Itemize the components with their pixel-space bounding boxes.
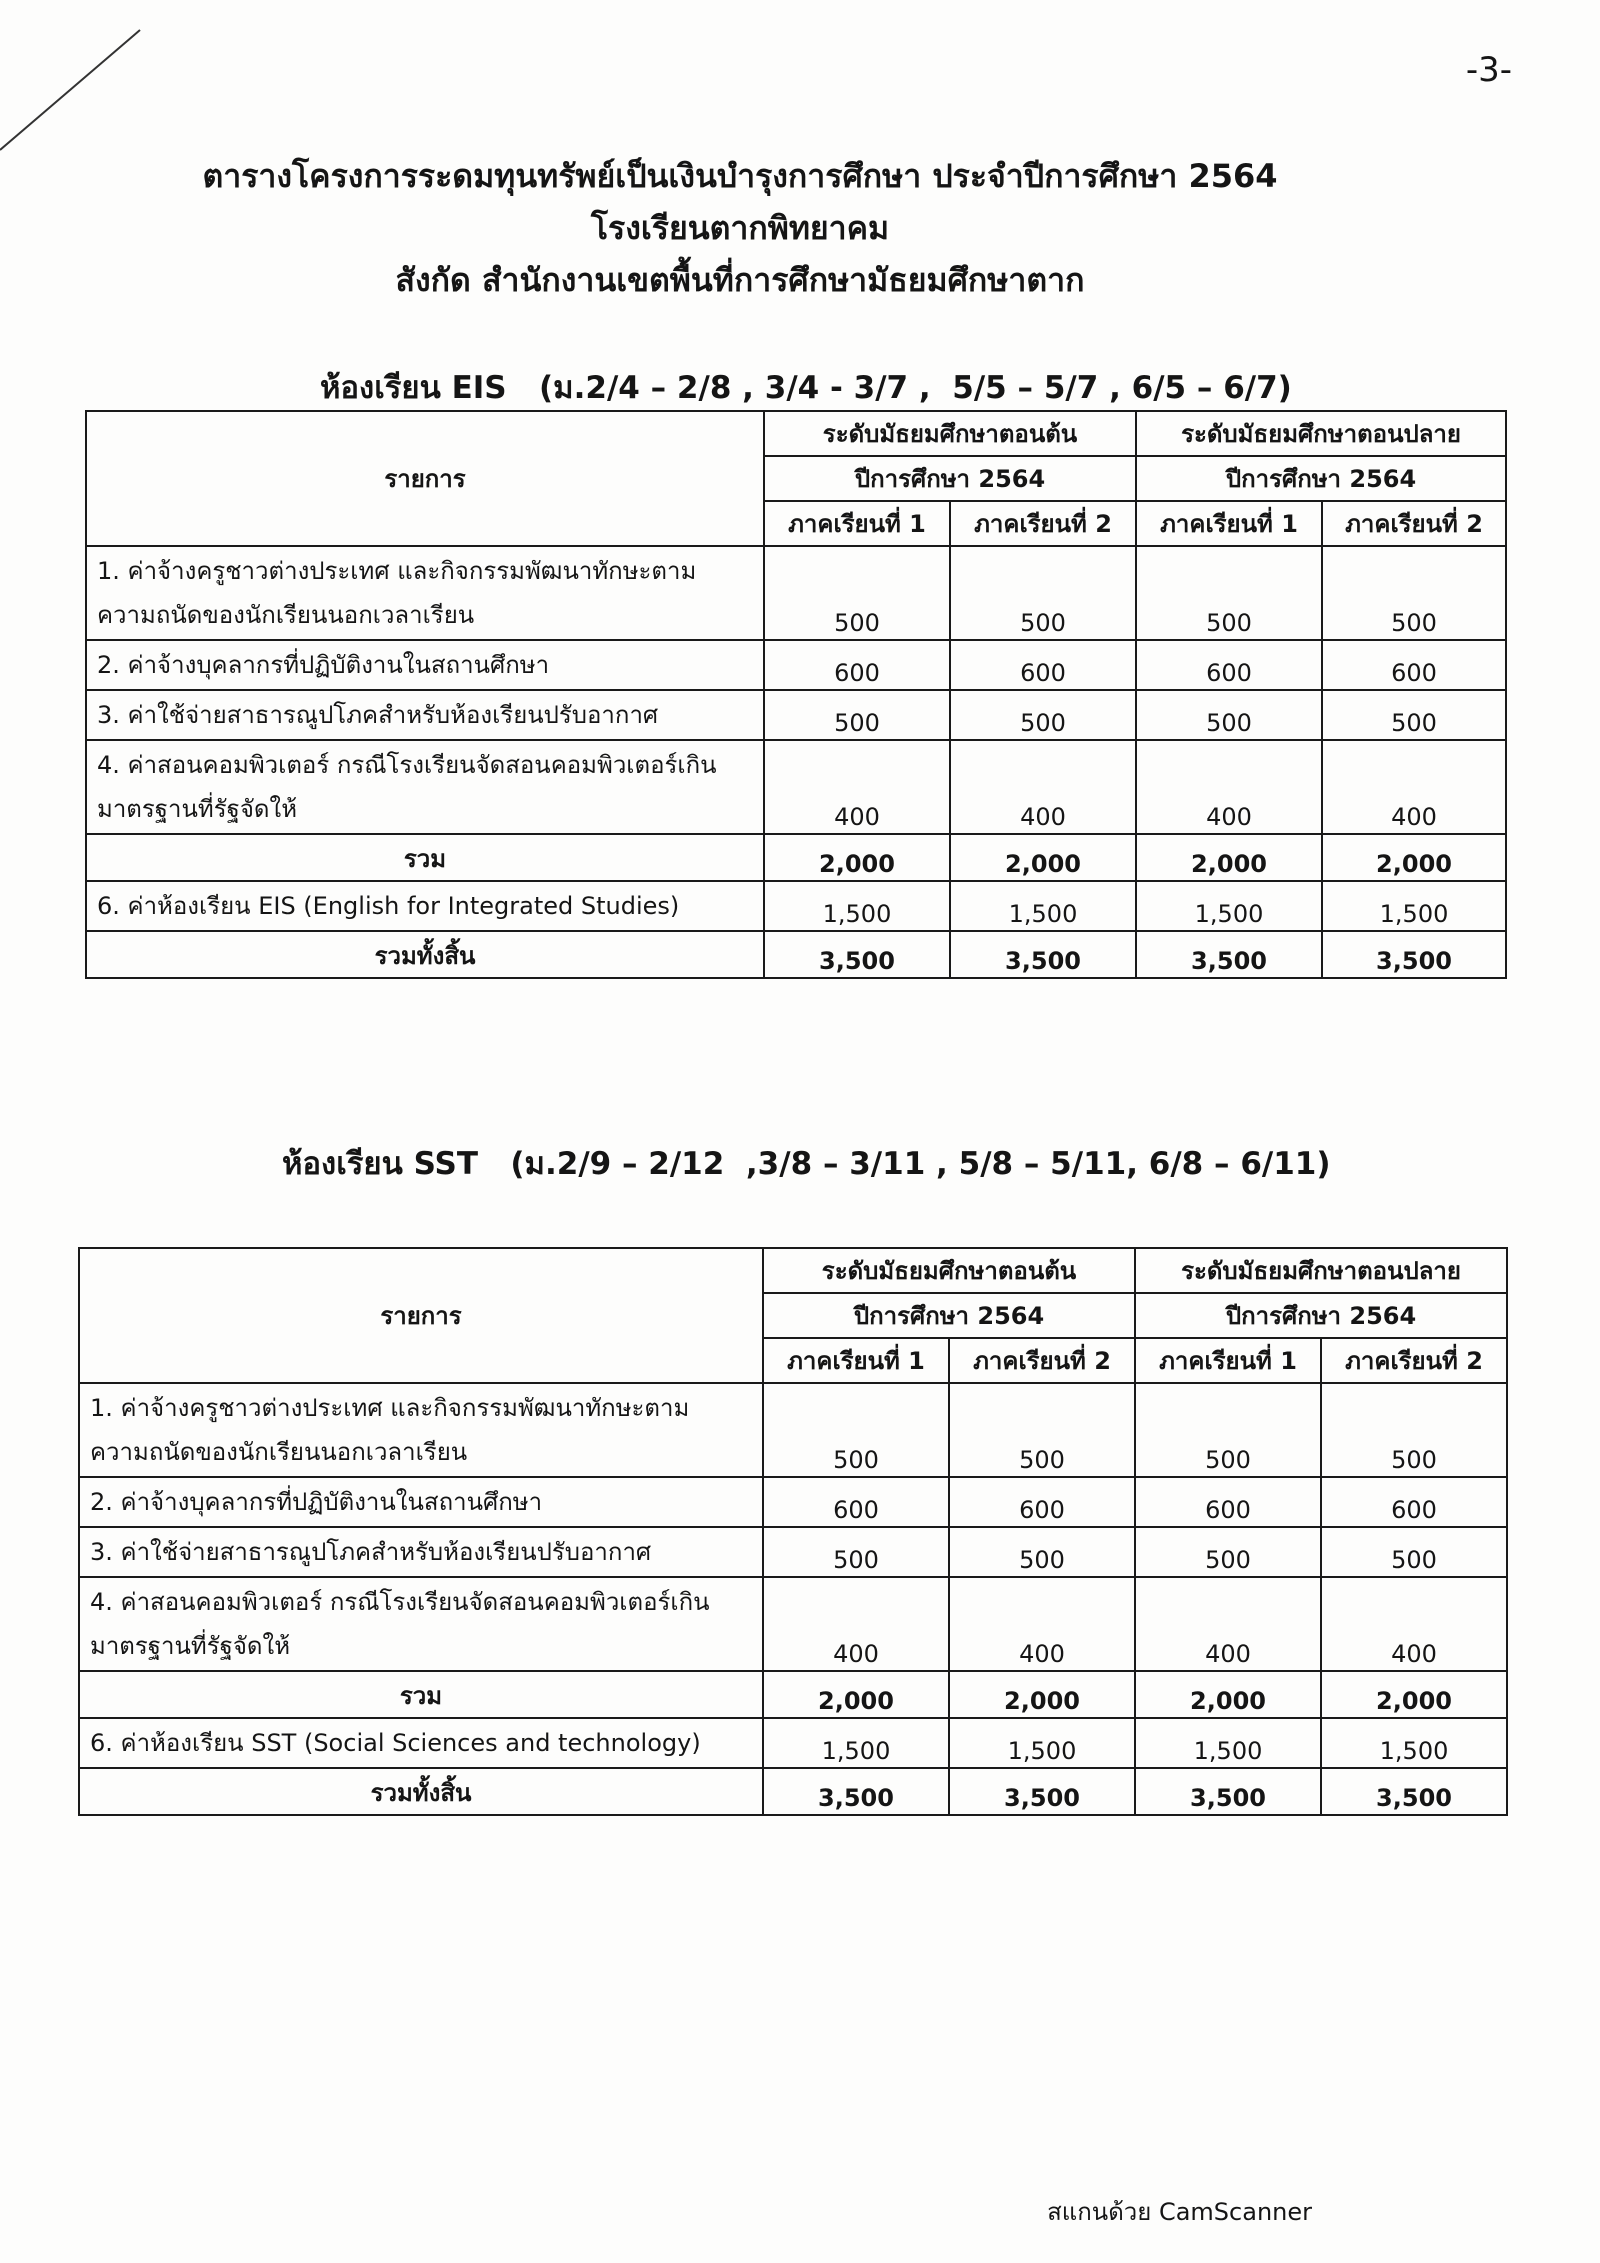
subtotal-cell: 2,000 bbox=[764, 834, 950, 881]
fee-cell: 500 bbox=[949, 1383, 1135, 1477]
term-header: ภาคเรียนที่ 1 bbox=[1136, 501, 1322, 546]
total-cell: 3,500 bbox=[950, 931, 1136, 978]
fee-cell: 600 bbox=[764, 640, 950, 690]
eis-section-heading: ห้องเรียน EIS (ม.2/4 – 2/8 , 3/4 - 3/7 , 5/5 – 5/7 , 6/5 – 6/7) bbox=[320, 370, 1292, 406]
term-header: ภาคเรียนที่ 2 bbox=[950, 501, 1136, 546]
row-label-line: 1. ค่าจ้างครูชาวต่างประเทศ และกิจกรรมพัฒนาทักษะตาม bbox=[97, 557, 697, 585]
item-column-header: รายการ bbox=[86, 411, 764, 546]
subtotal-row bbox=[86, 834, 1506, 881]
fee-cell: 500 bbox=[950, 690, 1136, 740]
fee-cell: 1,500 bbox=[1135, 1718, 1321, 1768]
fee-cell: 600 bbox=[763, 1477, 949, 1527]
fee-cell: 500 bbox=[763, 1527, 949, 1577]
item-column-header: รายการ bbox=[79, 1248, 763, 1383]
scan-mark-line bbox=[0, 0, 160, 170]
fee-cell: 500 bbox=[764, 690, 950, 740]
fee-cell: 1,500 bbox=[1322, 881, 1506, 931]
fee-cell: 500 bbox=[1322, 546, 1506, 640]
fee-cell: 500 bbox=[1136, 690, 1322, 740]
title-line-2: โรงเรียนตากพิทยาคม bbox=[590, 209, 890, 247]
total-cell: 3,500 bbox=[1136, 931, 1322, 978]
table-row bbox=[79, 1383, 1507, 1477]
row-label: 6. ค่าห้องเรียน SST (Social Sciences and technology) bbox=[79, 1718, 763, 1768]
fee-cell: 400 bbox=[1135, 1577, 1321, 1671]
fee-cell: 1,500 bbox=[950, 881, 1136, 931]
fee-cell: 1,500 bbox=[764, 881, 950, 931]
total-cell: 3,500 bbox=[763, 1768, 949, 1815]
fee-cell: 600 bbox=[1321, 1477, 1507, 1527]
row-label: 3. ค่าใช้จ่ายสาธารณูปโภคสำหรับห้องเรียนปรับอากาศ bbox=[79, 1527, 763, 1577]
fee-cell: 600 bbox=[1322, 640, 1506, 690]
sst-section-heading: ห้องเรียน SST (ม.2/9 – 2/12 ,3/8 – 3/11 , 5/8 – 5/11, 6/8 – 6/11) bbox=[282, 1146, 1331, 1182]
term-header: ภาคเรียนที่ 1 bbox=[1135, 1338, 1321, 1383]
sst-fee-table bbox=[78, 1247, 1508, 1816]
fee-cell: 500 bbox=[764, 546, 950, 640]
eis-fee-table bbox=[85, 410, 1507, 979]
row-label: 2. ค่าจ้างบุคลากรที่ปฏิบัติงานในสถานศึกษา bbox=[79, 1477, 763, 1527]
fee-cell: 500 bbox=[1322, 690, 1506, 740]
term-header: ภาคเรียนที่ 2 bbox=[949, 1338, 1135, 1383]
fee-cell: 500 bbox=[1135, 1383, 1321, 1477]
total-row bbox=[86, 931, 1506, 978]
fee-cell: 400 bbox=[949, 1577, 1135, 1671]
subtotal-cell: 2,000 bbox=[950, 834, 1136, 881]
fee-cell: 400 bbox=[763, 1577, 949, 1671]
table-row bbox=[86, 740, 1506, 834]
row-label-line: ความถนัดของนักเรียนนอกเวลาเรียน bbox=[90, 1438, 468, 1466]
title-line-1: ตารางโครงการระดมทุนทรัพย์เป็นเงินบำรุงการศึกษา ประจำปีการศึกษา 2564 bbox=[202, 157, 1278, 195]
row-label: 2. ค่าจ้างบุคลากรที่ปฏิบัติงานในสถานศึกษา bbox=[86, 640, 764, 690]
fee-cell: 1,500 bbox=[763, 1718, 949, 1768]
level-upper-header: ระดับมัธยมศึกษาตอนปลาย bbox=[1136, 411, 1506, 456]
subtotal-label: รวม bbox=[79, 1671, 763, 1718]
table-row bbox=[86, 546, 1506, 640]
row-label-line: 4. ค่าสอนคอมพิวเตอร์ กรณีโรงเรียนจัดสอนคอมพิวเตอร์เกิน bbox=[97, 751, 717, 779]
year-upper-header: ปีการศึกษา 2564 bbox=[1135, 1293, 1507, 1338]
subtotal-cell: 2,000 bbox=[1322, 834, 1506, 881]
total-cell: 3,500 bbox=[949, 1768, 1135, 1815]
fee-cell: 400 bbox=[1321, 1577, 1507, 1671]
term-header: ภาคเรียนที่ 1 bbox=[764, 501, 950, 546]
row-label: 6. ค่าห้องเรียน EIS (English for Integrated Studies) bbox=[86, 881, 764, 931]
fee-cell: 500 bbox=[763, 1383, 949, 1477]
fee-cell: 500 bbox=[1136, 546, 1322, 640]
fee-cell: 500 bbox=[1321, 1527, 1507, 1577]
year-lower-header: ปีการศึกษา 2564 bbox=[764, 456, 1136, 501]
level-lower-header: ระดับมัธยมศึกษาตอนต้น bbox=[763, 1248, 1135, 1293]
term-header: ภาคเรียนที่ 2 bbox=[1321, 1338, 1507, 1383]
level-lower-header: ระดับมัธยมศึกษาตอนต้น bbox=[764, 411, 1136, 456]
row-label: 3. ค่าใช้จ่ายสาธารณูปโภคสำหรับห้องเรียนปรับอากาศ bbox=[86, 690, 764, 740]
total-row bbox=[79, 1768, 1507, 1815]
total-cell: 3,500 bbox=[1321, 1768, 1507, 1815]
fee-cell: 600 bbox=[1135, 1477, 1321, 1527]
table-row bbox=[86, 690, 1506, 740]
subtotal-label: รวม bbox=[86, 834, 764, 881]
fee-cell: 600 bbox=[950, 640, 1136, 690]
row-label-line: มาตรฐานที่รัฐจัดให้ bbox=[90, 1632, 291, 1660]
table-row bbox=[79, 1718, 1507, 1768]
document-title bbox=[0, 150, 1480, 306]
total-cell: 3,500 bbox=[1322, 931, 1506, 978]
subtotal-cell: 2,000 bbox=[1321, 1671, 1507, 1718]
table-row bbox=[79, 1577, 1507, 1671]
row-label-line: 1. ค่าจ้างครูชาวต่างประเทศ และกิจกรรมพัฒนาทักษะตาม bbox=[90, 1394, 690, 1422]
term-header: ภาคเรียนที่ 1 bbox=[763, 1338, 949, 1383]
row-label-line: มาตรฐานที่รัฐจัดให้ bbox=[97, 795, 298, 823]
fee-cell: 1,500 bbox=[1136, 881, 1322, 931]
row-label-line: ความถนัดของนักเรียนนอกเวลาเรียน bbox=[97, 601, 475, 629]
fee-cell: 1,500 bbox=[1321, 1718, 1507, 1768]
total-cell: 3,500 bbox=[1135, 1768, 1321, 1815]
fee-cell: 500 bbox=[949, 1527, 1135, 1577]
fee-cell: 400 bbox=[764, 740, 950, 834]
fee-cell: 500 bbox=[1135, 1527, 1321, 1577]
camscanner-watermark: สแกนด้วย CamScanner bbox=[1047, 2198, 1312, 2226]
fee-cell: 400 bbox=[950, 740, 1136, 834]
year-upper-header: ปีการศึกษา 2564 bbox=[1136, 456, 1506, 501]
subtotal-cell: 2,000 bbox=[1136, 834, 1322, 881]
subtotal-row bbox=[79, 1671, 1507, 1718]
fee-cell: 1,500 bbox=[949, 1718, 1135, 1768]
table-row bbox=[86, 640, 1506, 690]
subtotal-cell: 2,000 bbox=[763, 1671, 949, 1718]
level-upper-header: ระดับมัธยมศึกษาตอนปลาย bbox=[1135, 1248, 1507, 1293]
term-header: ภาคเรียนที่ 2 bbox=[1322, 501, 1506, 546]
fee-cell: 600 bbox=[949, 1477, 1135, 1527]
fee-cell: 400 bbox=[1136, 740, 1322, 834]
subtotal-cell: 2,000 bbox=[949, 1671, 1135, 1718]
table-row bbox=[79, 1527, 1507, 1577]
fee-cell: 500 bbox=[950, 546, 1136, 640]
table-row bbox=[79, 1477, 1507, 1527]
subtotal-cell: 2,000 bbox=[1135, 1671, 1321, 1718]
page-number: -3- bbox=[1465, 50, 1512, 90]
fee-cell: 500 bbox=[1321, 1383, 1507, 1477]
table-row bbox=[86, 881, 1506, 931]
row-label-line: 4. ค่าสอนคอมพิวเตอร์ กรณีโรงเรียนจัดสอนคอมพิวเตอร์เกิน bbox=[90, 1588, 710, 1616]
fee-cell: 400 bbox=[1322, 740, 1506, 834]
fee-cell: 600 bbox=[1136, 640, 1322, 690]
total-cell: 3,500 bbox=[764, 931, 950, 978]
total-label: รวมทั้งสิ้น bbox=[79, 1768, 763, 1815]
year-lower-header: ปีการศึกษา 2564 bbox=[763, 1293, 1135, 1338]
title-line-3: สังกัด สำนักงานเขตพื้นที่การศึกษามัธยมศึกษาตาก bbox=[395, 261, 1085, 299]
total-label: รวมทั้งสิ้น bbox=[86, 931, 764, 978]
